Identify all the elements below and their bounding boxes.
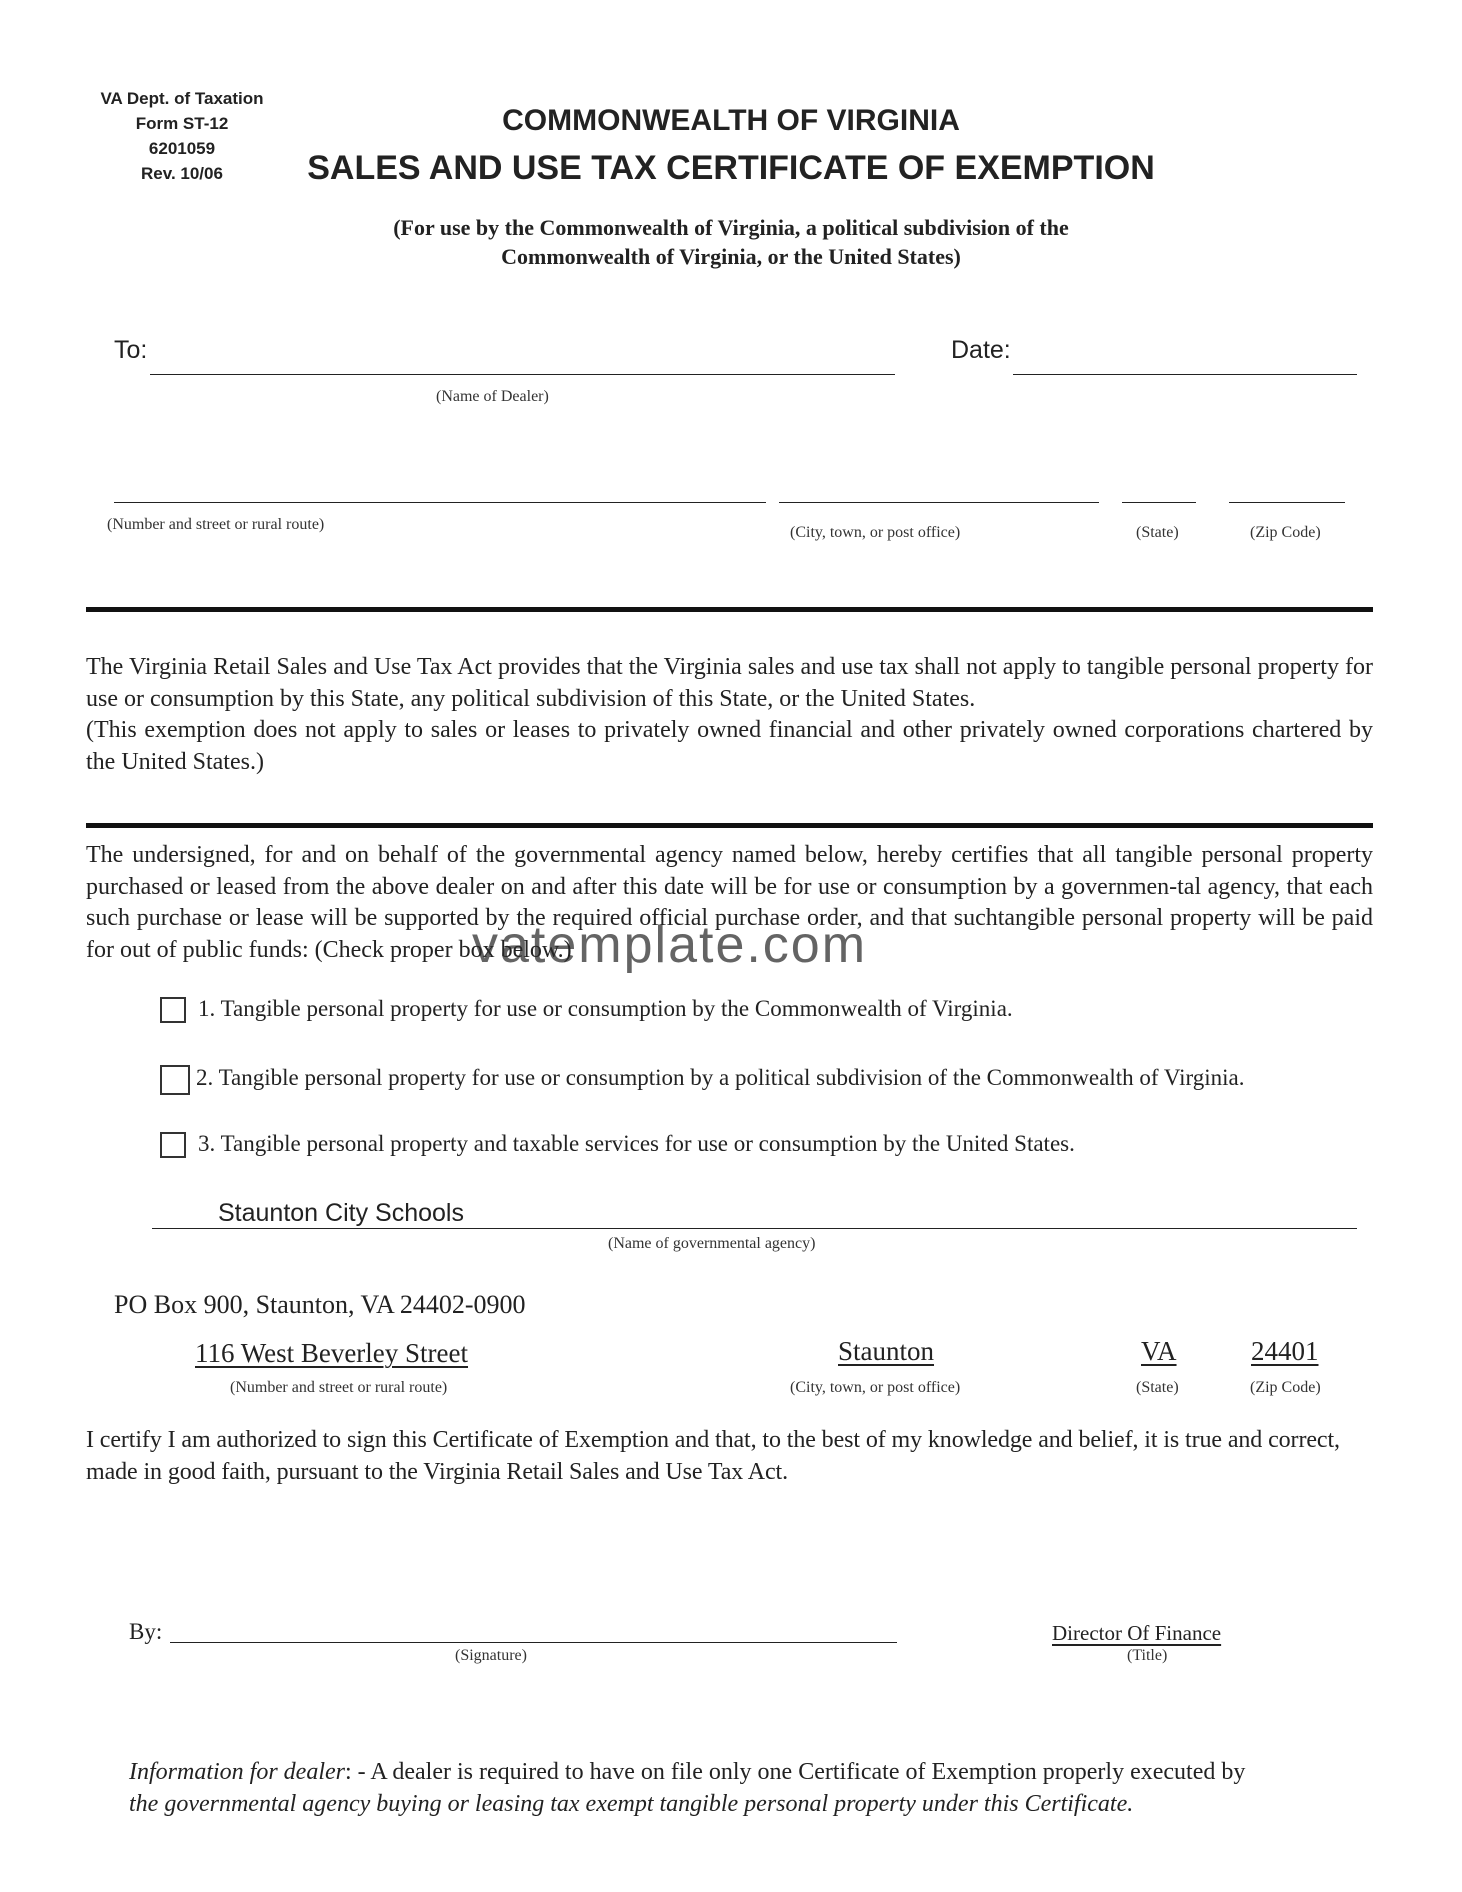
watermark: vatemplate.com (472, 916, 868, 974)
by-label: By: (129, 1619, 163, 1644)
revision: Rev. 10/06 (141, 164, 223, 183)
option-2-checkbox[interactable] (160, 1065, 190, 1095)
date-label: Date: (951, 336, 1011, 364)
option-2-label: 2. Tangible personal property for use or consumption by a political subdivision of the Commonwealth of Virginia. (196, 1065, 1245, 1090)
option-3-checkbox[interactable] (160, 1132, 186, 1158)
option-3-label: 3. Tangible personal property and taxable services for use or consumption by the United States. (198, 1131, 1075, 1156)
dealer-info-line-2 (129, 1788, 1409, 1820)
dealer-name-caption: (Name of Dealer) (436, 388, 549, 405)
form-number: Form ST-12 (135, 114, 229, 133)
agency-zip-caption: (Zip Code) (1250, 1379, 1321, 1396)
subtitle-line-2: Commonwealth of Virginia, or the United States) (501, 244, 961, 269)
agency-street[interactable]: 116 West Beverley Street (195, 1338, 469, 1368)
subtitle-line-1: (For use by the Commonwealth of Virginia, a political subdivision of the (393, 215, 1069, 240)
option-1-checkbox[interactable] (160, 997, 186, 1023)
divider-1 (86, 607, 1373, 612)
dealer-info-lead: Information for dealer (129, 1759, 345, 1785)
agency-city[interactable]: Staunton (838, 1336, 935, 1366)
dept-name: VA Dept. of Taxation (100, 89, 264, 108)
agency-name-caption: (Name of governmental agency) (608, 1235, 816, 1252)
option-1-label: 1. Tangible personal property for use or consumption by the Commonwealth of Virginia. (198, 996, 1013, 1021)
form-code: 6201059 (148, 139, 216, 158)
dealer-info (129, 1756, 1409, 1820)
agency-zip[interactable]: 24401 (1251, 1336, 1319, 1366)
agency-street-caption: (Number and street or rural route) (230, 1379, 448, 1396)
dealer-name-field[interactable] (150, 374, 895, 375)
divider-2 (86, 823, 1373, 828)
dealer-zip-caption: (Zip Code) (1250, 524, 1321, 541)
dealer-city-caption: (City, town, or post office) (790, 524, 961, 541)
title-commonwealth: COMMONWEALTH OF VIRGINIA (502, 104, 960, 137)
act-paragraph-note: (This exemption does not apply to sales or leases to privately owned financial and other privately owned corporations chartered by the United States.) (86, 717, 1373, 775)
title-certificate: SALES AND USE TAX CERTIFICATE OF EXEMPTION (307, 149, 1155, 187)
certification-paragraph: I certify I am authorized to sign this Certificate of Exemption and that, to the best of my knowledge and belief, it is true and correct, made in good faith, pursuant to the Virginia Retail Sales and Use Tax Act. (86, 1427, 1340, 1485)
agency-name[interactable]: Staunton City Schools (218, 1199, 464, 1227)
to-label: To: (114, 336, 148, 364)
act-paragraph (86, 652, 1373, 778)
agency-state-caption: (State) (1136, 1379, 1179, 1396)
signature-caption: (Signature) (455, 1647, 527, 1664)
act-paragraph-text: The Virginia Retail Sales and Use Tax Act provides that the Virginia sales and use tax shall not apply to tangible personal property for use or consumption by this State, any political subdivision of this State, or the United States. (86, 654, 1373, 712)
dealer-zip-field[interactable] (1229, 502, 1345, 503)
dealer-info-line-1 (129, 1756, 1409, 1788)
dealer-info-text-2: the governmental agency buying or leasing tax exempt tangible personal property under this Certificate. (129, 1791, 1134, 1817)
dealer-street-field[interactable] (114, 502, 766, 503)
agency-city-caption: (City, town, or post office) (790, 1379, 961, 1396)
date-field[interactable] (1013, 374, 1357, 375)
agency-state[interactable]: VA (1141, 1336, 1177, 1366)
dealer-state-field[interactable] (1122, 502, 1196, 503)
dealer-street-caption: (Number and street or rural route) (107, 516, 325, 533)
dealer-state-caption: (State) (1136, 524, 1179, 541)
certify-paragraph: The undersigned, for and on behalf of the governmental agency named below, hereby certifies that all tangible personal property purchased or leased from the above dealer on and after this date will be for use or consumption by a governmen-tal agency, that each such purchase or lease will be supported by the required official purchase order, and that suchtangible personal property will be paid for out of public funds: (Check proper box below.) (86, 842, 1373, 963)
agency-po-box: PO Box 900, Staunton, VA 24402-0900 (114, 1290, 526, 1319)
dealer-info-text-1: : - A dealer is required to have on file only one Certificate of Exemption properly executed by (345, 1759, 1246, 1785)
dealer-city-field[interactable] (779, 502, 1099, 503)
title-caption: (Title) (1127, 1647, 1168, 1664)
signature-field[interactable] (170, 1642, 897, 1643)
title-value[interactable]: Director Of Finance (1052, 1621, 1222, 1645)
agency-name-line (152, 1228, 1357, 1229)
